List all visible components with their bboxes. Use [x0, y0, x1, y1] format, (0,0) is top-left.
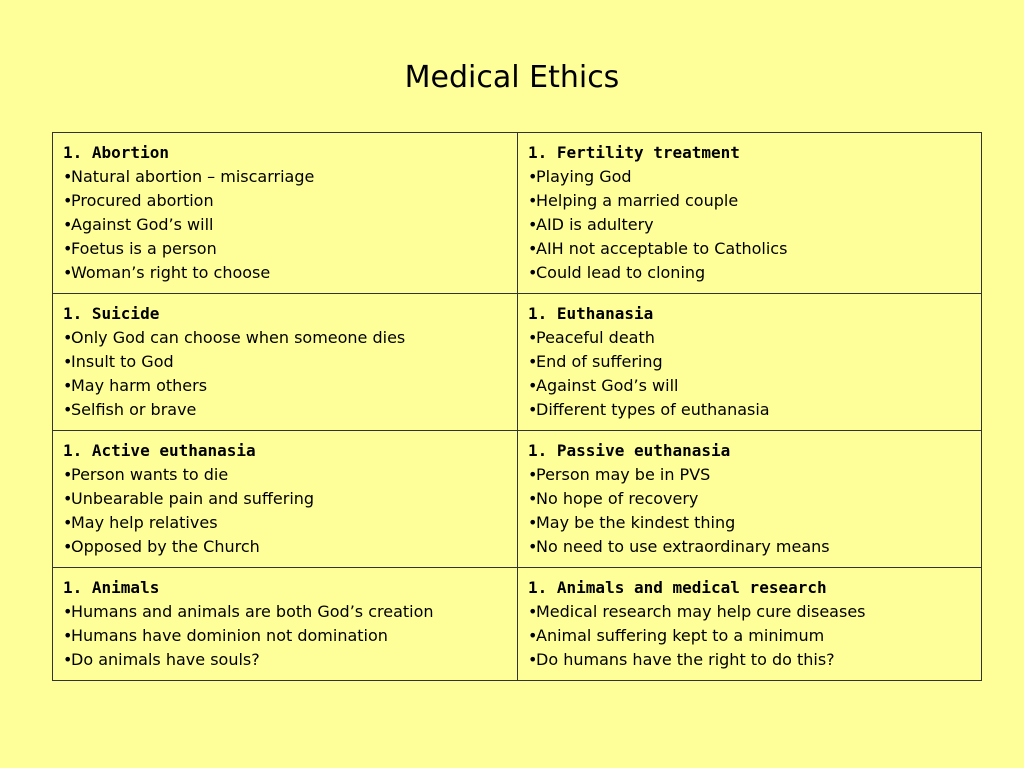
bullet-item: • Procured abortion	[63, 189, 517, 213]
bullet-item: • May help relatives	[63, 511, 517, 535]
topics-table	[52, 132, 982, 681]
cell-heading: 1. Passive euthanasia	[528, 441, 731, 460]
bullet-item: • Woman’s right to choose	[63, 261, 517, 285]
cell-heading: 1. Fertility treatment	[528, 143, 740, 162]
topic-cell-animals	[53, 568, 518, 681]
topic-cell-abortion	[53, 133, 518, 294]
bullet-item: • May be the kindest thing	[528, 511, 981, 535]
bullet-item: • AIH not acceptable to Catholics	[528, 237, 981, 261]
bullet-item: • Opposed by the Church	[63, 535, 517, 559]
cell-heading: 1. Suicide	[63, 304, 160, 323]
topic-cell-animals-medical-research	[518, 568, 982, 681]
bullet-item: • Playing God	[528, 165, 981, 189]
topic-cell-suicide	[53, 294, 518, 431]
bullet-item: • Animal suffering kept to a minimum	[528, 624, 981, 648]
bullet-item: • Against God’s will	[528, 374, 981, 398]
bullet-item: • Against God’s will	[63, 213, 517, 237]
cell-heading: 1. Active euthanasia	[63, 441, 256, 460]
bullet-item: • Only God can choose when someone dies	[63, 326, 517, 350]
bullet-item: • Humans and animals are both God’s creation	[63, 600, 517, 624]
bullet-item: • Unbearable pain and suffering	[63, 487, 517, 511]
bullet-item: • Helping a married couple	[528, 189, 981, 213]
bullet-item: • Could lead to cloning	[528, 261, 981, 285]
cell-heading: 1. Euthanasia	[528, 304, 654, 323]
bullet-item: • Peaceful death	[528, 326, 981, 350]
table-row	[53, 431, 982, 568]
cell-heading: 1. Animals and medical research	[528, 578, 827, 597]
bullet-item: • Person may be in PVS	[528, 463, 981, 487]
bullet-item: • Do animals have souls?	[63, 648, 517, 672]
table-row	[53, 133, 982, 294]
bullet-item: • Person wants to die	[63, 463, 517, 487]
cell-heading: 1. Abortion	[63, 143, 169, 162]
bullet-item: • May harm others	[63, 374, 517, 398]
page-title: Medical Ethics	[404, 60, 620, 95]
bullet-item: • Foetus is a person	[63, 237, 517, 261]
cell-heading: 1. Animals	[63, 578, 160, 597]
bullet-item: • Different types of euthanasia	[528, 398, 981, 422]
bullet-item: • Medical research may help cure diseases	[528, 600, 981, 624]
topic-cell-active-euthanasia	[53, 431, 518, 568]
bullet-item: • AID is adultery	[528, 213, 981, 237]
bullet-item: • Natural abortion – miscarriage	[63, 165, 517, 189]
bullet-item: • Insult to God	[63, 350, 517, 374]
bullet-item: • Selfish or brave	[63, 398, 517, 422]
topic-cell-passive-euthanasia	[518, 431, 982, 568]
bullet-item: • Humans have dominion not domination	[63, 624, 517, 648]
table-row	[53, 568, 982, 681]
table-row	[53, 294, 982, 431]
bullet-item: • No hope of recovery	[528, 487, 981, 511]
bullet-item: • End of suffering	[528, 350, 981, 374]
bullet-item: • No need to use extraordinary means	[528, 535, 981, 559]
bullet-item: • Do humans have the right to do this?	[528, 648, 981, 672]
topic-cell-euthanasia	[518, 294, 982, 431]
topic-cell-fertility-treatment	[518, 133, 982, 294]
